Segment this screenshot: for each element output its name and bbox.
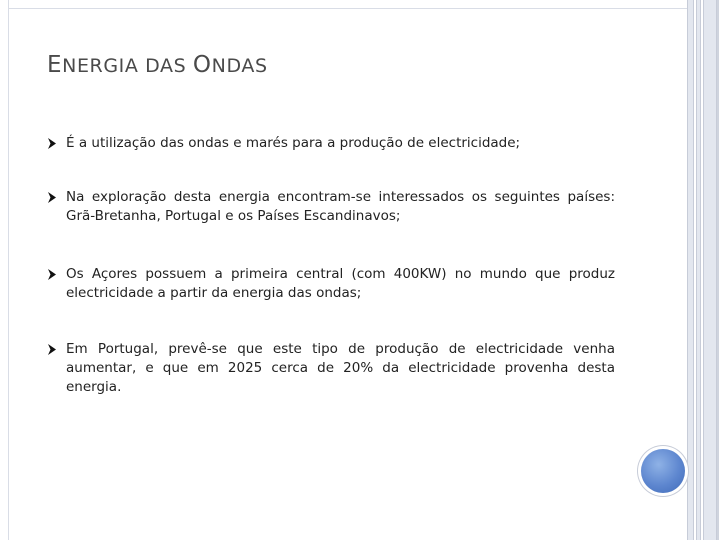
arrow-right-bullet-icon <box>47 344 57 355</box>
bullet-text: Os Açores possuem a primeira central (com 400KW) no mundo que produz electricidade a partir da energia das ondas; <box>66 266 615 301</box>
arrow-right-bullet-icon <box>47 138 57 149</box>
bullet-item <box>47 340 615 397</box>
title-initial: E <box>47 52 63 78</box>
frame-line-left <box>8 0 9 540</box>
slide-title <box>47 52 268 78</box>
title-part: NERGIA DAS <box>62 55 193 77</box>
title-initial: O <box>192 52 212 78</box>
bullet-item <box>47 188 615 226</box>
decorative-bar <box>687 0 694 540</box>
frame-line-top <box>8 8 688 9</box>
arrow-right-bullet-icon <box>47 192 57 203</box>
blue-circle-ornament <box>641 449 685 493</box>
bullet-item <box>47 134 615 153</box>
decorative-bar <box>703 0 717 540</box>
decorative-bar <box>717 0 719 540</box>
bullet-text: Em Portugal, prevê-se que este tipo de produção de electricidade venha aumentar, e que em 2025 cerca de 20% da electricidade provenha desta energia. <box>66 341 615 395</box>
title-part: NDAS <box>211 55 268 77</box>
bullet-text: Na exploração desta energia encontram-se interessados os seguintes países: Grã-Bretanha, Portugal e os Países Escandinavos; <box>66 189 615 224</box>
bullet-item <box>47 265 615 303</box>
arrow-right-bullet-icon <box>47 269 57 280</box>
decorative-bar <box>696 0 701 540</box>
bullet-text: É a utilização das ondas e marés para a produção de electricidade; <box>66 135 521 151</box>
